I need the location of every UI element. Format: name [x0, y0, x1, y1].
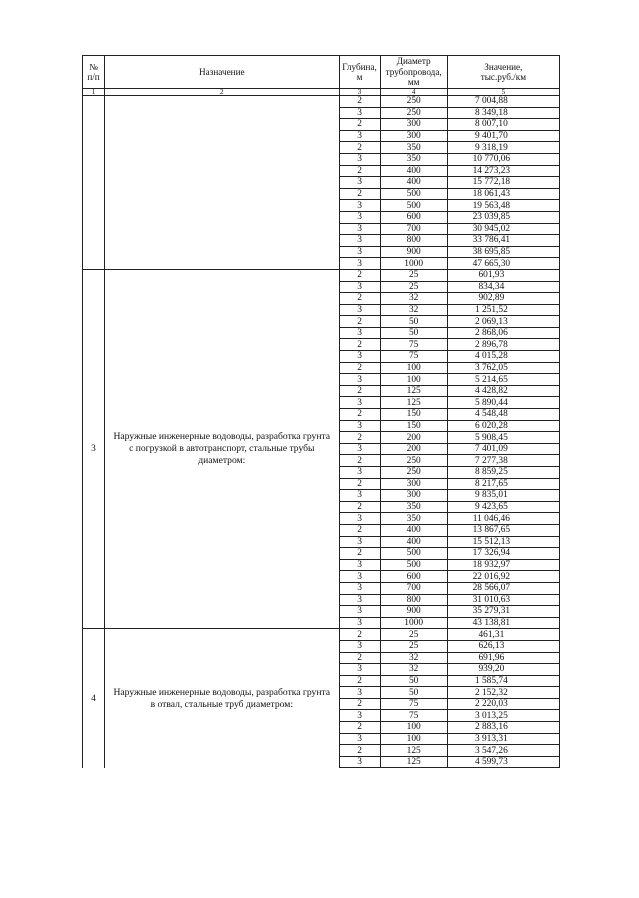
value-cell: 3 913,31: [447, 733, 559, 745]
diameter-cell: 400: [380, 165, 447, 177]
diameter-cell: 25: [380, 629, 447, 641]
header-value: Значение, тыс.руб./км: [447, 56, 559, 89]
value-cell: 35 279,31: [447, 606, 559, 618]
diameter-cell: 100: [380, 362, 447, 374]
diameter-cell: 300: [380, 478, 447, 490]
value-cell: 10 770,06: [447, 153, 559, 165]
diameter-cell: 32: [380, 293, 447, 305]
value-cell: 31 010,63: [447, 594, 559, 606]
value-cell: 15 772,18: [447, 177, 559, 189]
purpose-cell: Наружные инженерные водоводы, разработка грунта в отвал, стальные труб диаметром:: [105, 629, 339, 768]
depth-cell: 2: [339, 455, 380, 467]
value-cell: 30 945,02: [447, 223, 559, 235]
diameter-cell: 75: [380, 698, 447, 710]
depth-cell: 3: [339, 420, 380, 432]
value-cell: 5 908,45: [447, 432, 559, 444]
table-row: [83, 629, 560, 641]
value-cell: 4 548,48: [447, 409, 559, 421]
diameter-cell: 50: [380, 316, 447, 328]
diameter-cell: 100: [380, 722, 447, 734]
value-cell: 1 251,52: [447, 304, 559, 316]
value-cell: 3 547,26: [447, 745, 559, 757]
value-cell: 19 563,48: [447, 200, 559, 212]
depth-cell: 2: [339, 188, 380, 200]
diameter-cell: 125: [380, 397, 447, 409]
tariff-table: [82, 55, 560, 768]
table-row: [83, 269, 560, 281]
diameter-cell: 400: [380, 536, 447, 548]
depth-cell: 2: [339, 745, 380, 757]
diameter-cell: 150: [380, 420, 447, 432]
value-cell: 691,96: [447, 652, 559, 664]
value-cell: 4 428,82: [447, 385, 559, 397]
depth-cell: 3: [339, 617, 380, 629]
diameter-cell: 600: [380, 211, 447, 223]
depth-cell: 2: [339, 339, 380, 351]
value-cell: 38 695,85: [447, 246, 559, 258]
depth-cell: 2: [339, 316, 380, 328]
depth-cell: 3: [339, 640, 380, 652]
diameter-cell: 25: [380, 269, 447, 281]
diameter-cell: 50: [380, 687, 447, 699]
diameter-cell: 800: [380, 235, 447, 247]
depth-cell: 2: [339, 269, 380, 281]
diameter-cell: 100: [380, 374, 447, 386]
diameter-cell: 250: [380, 96, 447, 108]
diameter-cell: 300: [380, 490, 447, 502]
value-cell: 2 152,32: [447, 687, 559, 699]
depth-cell: 2: [339, 385, 380, 397]
purpose-cell: [105, 96, 339, 270]
value-cell: 4 015,28: [447, 351, 559, 363]
value-cell: 28 566,07: [447, 582, 559, 594]
diameter-cell: 500: [380, 559, 447, 571]
diameter-cell: 125: [380, 756, 447, 768]
depth-cell: 2: [339, 629, 380, 641]
depth-cell: 3: [339, 733, 380, 745]
diameter-cell: 100: [380, 733, 447, 745]
depth-cell: 3: [339, 582, 380, 594]
diameter-cell: 50: [380, 327, 447, 339]
value-cell: 22 016,92: [447, 571, 559, 583]
depth-cell: 3: [339, 235, 380, 247]
diameter-cell: 600: [380, 571, 447, 583]
depth-cell: 2: [339, 652, 380, 664]
diameter-cell: 32: [380, 652, 447, 664]
diameter-cell: 1000: [380, 617, 447, 629]
depth-cell: 3: [339, 211, 380, 223]
value-cell: 8 217,65: [447, 478, 559, 490]
diameter-cell: 500: [380, 548, 447, 560]
value-cell: 7 401,09: [447, 443, 559, 455]
value-cell: 33 786,41: [447, 235, 559, 247]
depth-cell: 2: [339, 142, 380, 154]
diameter-cell: 350: [380, 513, 447, 525]
depth-cell: 3: [339, 513, 380, 525]
depth-cell: 2: [339, 722, 380, 734]
value-cell: 8 007,10: [447, 119, 559, 131]
row-number: [83, 96, 105, 270]
header-num: № п/п: [83, 56, 105, 89]
depth-cell: 3: [339, 351, 380, 363]
diameter-cell: 900: [380, 606, 447, 618]
depth-cell: 2: [339, 119, 380, 131]
depth-cell: 3: [339, 258, 380, 270]
depth-cell: 3: [339, 107, 380, 119]
depth-cell: 2: [339, 675, 380, 687]
value-cell: 23 039,85: [447, 211, 559, 223]
depth-cell: 3: [339, 153, 380, 165]
table-body: [83, 96, 560, 768]
diameter-cell: 400: [380, 177, 447, 189]
diameter-cell: 50: [380, 675, 447, 687]
depth-cell: 3: [339, 710, 380, 722]
value-cell: 11 046,46: [447, 513, 559, 525]
diameter-cell: 350: [380, 153, 447, 165]
diameter-cell: 350: [380, 501, 447, 513]
depth-cell: 2: [339, 524, 380, 536]
diameter-cell: 32: [380, 304, 447, 316]
diameter-cell: 250: [380, 467, 447, 479]
diameter-cell: 125: [380, 385, 447, 397]
diameter-cell: 75: [380, 351, 447, 363]
depth-cell: 2: [339, 501, 380, 513]
diameter-cell: 500: [380, 188, 447, 200]
row-number: 3: [83, 269, 105, 628]
value-cell: 2 883,16: [447, 722, 559, 734]
value-cell: 601,93: [447, 269, 559, 281]
value-cell: 15 512,13: [447, 536, 559, 548]
diameter-cell: 500: [380, 200, 447, 212]
depth-cell: 2: [339, 698, 380, 710]
diameter-cell: 32: [380, 664, 447, 676]
column-number: 4: [380, 89, 447, 96]
value-cell: 5 890,44: [447, 397, 559, 409]
table-row: [83, 96, 560, 108]
diameter-cell: 200: [380, 443, 447, 455]
depth-cell: 3: [339, 374, 380, 386]
depth-cell: 3: [339, 177, 380, 189]
depth-cell: 3: [339, 246, 380, 258]
column-number: 3: [339, 89, 380, 96]
value-cell: 9 318,19: [447, 142, 559, 154]
depth-cell: 3: [339, 304, 380, 316]
depth-cell: 3: [339, 571, 380, 583]
header-purpose: Назначение: [105, 56, 339, 89]
depth-cell: 3: [339, 327, 380, 339]
header-row: [83, 56, 560, 89]
value-cell: 5 214,65: [447, 374, 559, 386]
diameter-cell: 900: [380, 246, 447, 258]
value-cell: 9 835,01: [447, 490, 559, 502]
value-cell: 9 401,70: [447, 130, 559, 142]
diameter-cell: 250: [380, 107, 447, 119]
value-cell: 461,31: [447, 629, 559, 641]
diameter-cell: 700: [380, 582, 447, 594]
value-cell: 7 004,88: [447, 96, 559, 108]
value-cell: 8 859,25: [447, 467, 559, 479]
depth-cell: 3: [339, 756, 380, 768]
diameter-cell: 300: [380, 119, 447, 131]
diameter-cell: 75: [380, 339, 447, 351]
depth-cell: 2: [339, 165, 380, 177]
value-cell: 626,13: [447, 640, 559, 652]
depth-cell: 3: [339, 687, 380, 699]
value-cell: 13 867,65: [447, 524, 559, 536]
diameter-cell: 400: [380, 524, 447, 536]
depth-cell: 3: [339, 559, 380, 571]
depth-cell: 2: [339, 409, 380, 421]
column-number: 2: [105, 89, 339, 96]
header-diameter: Диаметр трубопровода, мм: [380, 56, 447, 89]
value-cell: 9 423,65: [447, 501, 559, 513]
value-cell: 18 061,43: [447, 188, 559, 200]
diameter-cell: 300: [380, 130, 447, 142]
diameter-cell: 25: [380, 640, 447, 652]
value-cell: 7 277,38: [447, 455, 559, 467]
value-cell: 902,89: [447, 293, 559, 305]
depth-cell: 3: [339, 397, 380, 409]
depth-cell: 2: [339, 478, 380, 490]
value-cell: 2 896,78: [447, 339, 559, 351]
value-cell: 939,20: [447, 664, 559, 676]
depth-cell: 3: [339, 200, 380, 212]
depth-cell: 2: [339, 293, 380, 305]
depth-cell: 3: [339, 490, 380, 502]
depth-cell: 2: [339, 432, 380, 444]
value-cell: 4 599,73: [447, 756, 559, 768]
value-cell: 8 349,18: [447, 107, 559, 119]
depth-cell: 3: [339, 223, 380, 235]
diameter-cell: 25: [380, 281, 447, 293]
value-cell: 2 069,13: [447, 316, 559, 328]
column-number: 5: [447, 89, 559, 96]
diameter-cell: 1000: [380, 258, 447, 270]
value-cell: 2 868,06: [447, 327, 559, 339]
value-cell: 3 762,05: [447, 362, 559, 374]
diameter-cell: 700: [380, 223, 447, 235]
header-depth: Глубина, м: [339, 56, 380, 89]
value-cell: 3 013,25: [447, 710, 559, 722]
column-number: 1: [83, 89, 105, 96]
value-cell: 43 138,81: [447, 617, 559, 629]
value-cell: 17 326,94: [447, 548, 559, 560]
depth-cell: 3: [339, 664, 380, 676]
depth-cell: 3: [339, 130, 380, 142]
value-cell: 1 585,74: [447, 675, 559, 687]
depth-cell: 3: [339, 594, 380, 606]
diameter-cell: 150: [380, 409, 447, 421]
value-cell: 6 020,28: [447, 420, 559, 432]
diameter-cell: 350: [380, 142, 447, 154]
diameter-cell: 75: [380, 710, 447, 722]
row-number: 4: [83, 629, 105, 768]
depth-cell: 2: [339, 96, 380, 108]
diameter-cell: 800: [380, 594, 447, 606]
value-cell: 14 273,23: [447, 165, 559, 177]
value-cell: 18 932,97: [447, 559, 559, 571]
value-cell: 47 665,30: [447, 258, 559, 270]
diameter-cell: 200: [380, 432, 447, 444]
column-number-row: [83, 89, 560, 96]
value-cell: 2 220,03: [447, 698, 559, 710]
diameter-cell: 250: [380, 455, 447, 467]
depth-cell: 3: [339, 281, 380, 293]
depth-cell: 3: [339, 536, 380, 548]
value-cell: 834,34: [447, 281, 559, 293]
depth-cell: 2: [339, 362, 380, 374]
depth-cell: 3: [339, 443, 380, 455]
diameter-cell: 125: [380, 745, 447, 757]
purpose-cell: Наружные инженерные водоводы, разработка грунта с погрузкой в автотранспорт, стальные трубы диаметром:: [105, 269, 339, 628]
depth-cell: 3: [339, 467, 380, 479]
depth-cell: 3: [339, 606, 380, 618]
depth-cell: 2: [339, 548, 380, 560]
